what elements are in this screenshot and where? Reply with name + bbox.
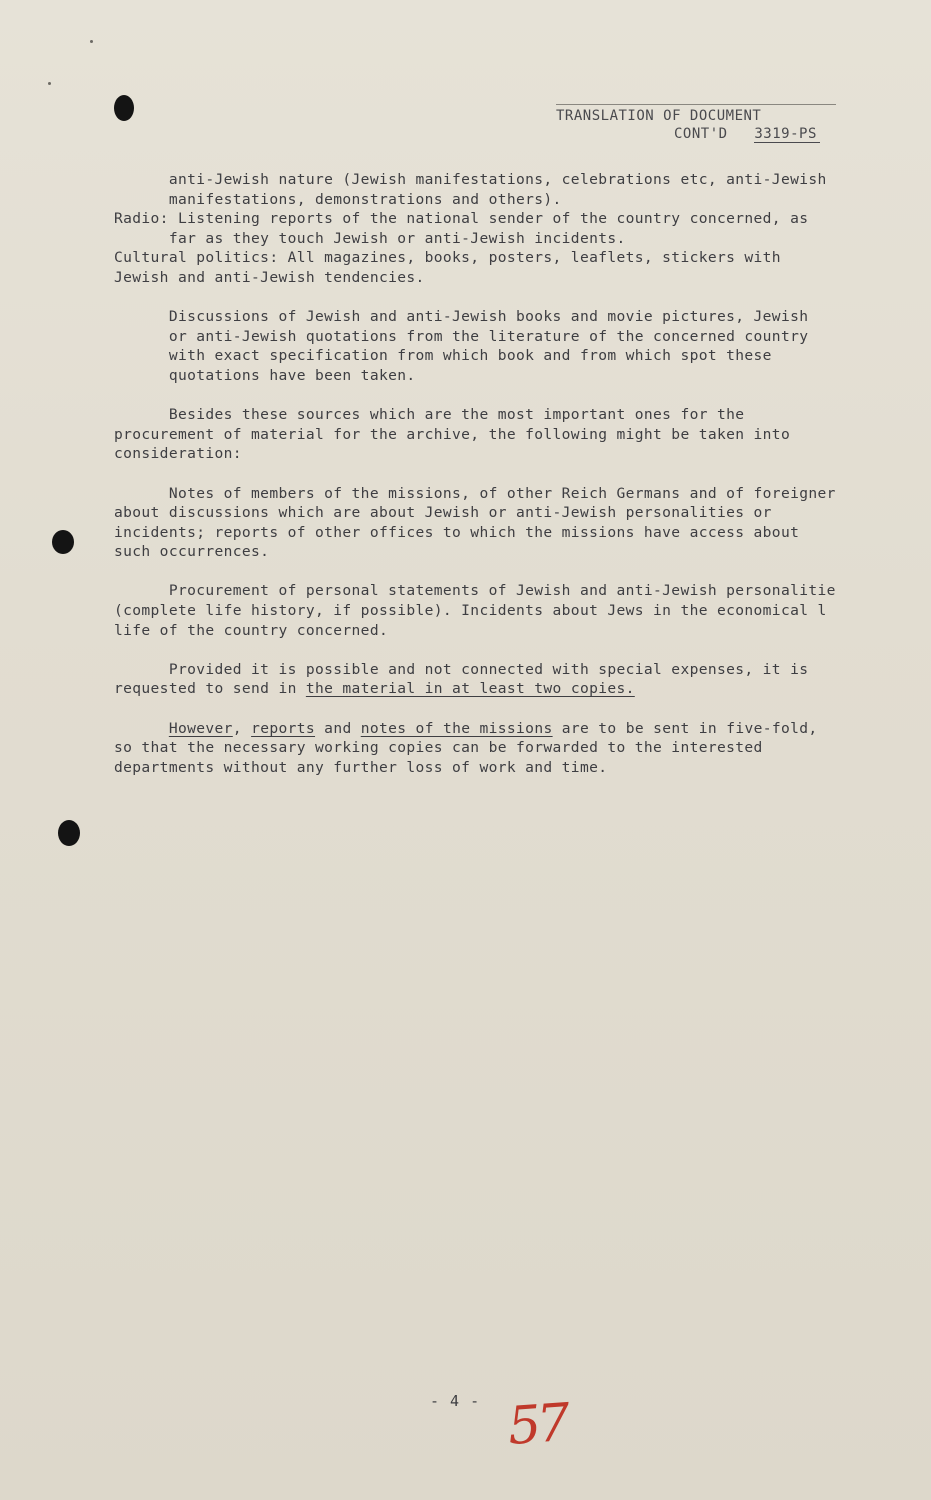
text-line: about discussions which are about Jewish or anti-Jewish personalities or: [114, 504, 772, 522]
text-line: requested to send in the material in at least two copies.: [114, 680, 635, 698]
text-line: (complete life history, if possible). Incidents about Jews in the economical l: [114, 602, 827, 620]
text-line: incidents; reports of other offices to which the missions have access about: [114, 523, 800, 541]
header-rule: [556, 104, 836, 105]
text-line: so that the necessary working copies can be forwarded to the interested: [114, 739, 763, 757]
text-line: procurement of material for the archive, the following might be taken into: [114, 425, 791, 443]
text-line: manifestations, demonstrations and others).: [114, 190, 562, 208]
text-line: Radio: Listening reports of the national sender of the country concerned, as: [114, 210, 809, 228]
paper-speck: [90, 40, 93, 43]
paragraph-gap: [114, 699, 874, 719]
text-line: such occurrences.: [114, 543, 270, 561]
text-line: Notes of members of the missions, of other Reich Germans and of foreigner: [114, 484, 836, 502]
paragraph-gap: [114, 562, 874, 582]
text-line: anti-Jewish nature (Jewish manifestations, celebrations etc, anti-Jewish: [114, 171, 827, 188]
paragraph-gap: [114, 386, 874, 406]
document-body: [114, 170, 874, 777]
text-line: or anti-Jewish quotations from the literature of the concerned country: [114, 327, 809, 345]
text-line: quotations have been taken.: [114, 366, 416, 384]
underlined-text: the material in at least two copies.: [305, 680, 635, 698]
text-line: Jewish and anti-Jewish tendencies.: [114, 268, 425, 286]
header-title: TRANSLATION OF DOCUMENT: [556, 108, 762, 124]
punch-hole: [52, 530, 74, 554]
text-line: Procurement of personal statements of Jewish and anti-Jewish personalitie: [114, 582, 836, 600]
paragraph-gap: [114, 288, 874, 308]
paragraph-gap: [114, 464, 874, 484]
header-continued: [674, 126, 820, 142]
header-contd-label: CONT'D: [674, 126, 728, 142]
text-line: Discussions of Jewish and anti-Jewish books and movie pictures, Jewish: [114, 308, 809, 326]
paper-speck: [48, 82, 51, 85]
underlined-text: notes of the missions: [360, 719, 553, 737]
handwritten-annotation: 57: [505, 1393, 569, 1457]
text-line: life of the country concerned.: [114, 621, 389, 639]
text-line: consideration:: [114, 445, 242, 463]
underlined-text: reports: [251, 719, 316, 737]
paragraph-gap: [114, 640, 874, 660]
text-line: far as they touch Jewish or anti-Jewish incidents.: [114, 229, 626, 247]
underlined-text: However: [168, 719, 233, 737]
document-number: 3319-PS: [754, 126, 820, 143]
page-number: - 4 -: [430, 1392, 481, 1410]
text-line: with exact specification from which book and from which spot these: [114, 347, 772, 365]
text-line: Cultural politics: All magazines, books, posters, leaflets, stickers with: [114, 249, 781, 267]
text-line: Besides these sources which are the most important ones for the: [114, 406, 745, 424]
text-line: Provided it is possible and not connected with special expenses, it is: [114, 660, 809, 678]
text-line: However, reports and notes of the missions are to be sent in five-fold,: [168, 719, 818, 737]
punch-hole: [114, 95, 134, 121]
text-line: departments without any further loss of work and time.: [114, 758, 608, 776]
punch-hole: [58, 820, 80, 846]
